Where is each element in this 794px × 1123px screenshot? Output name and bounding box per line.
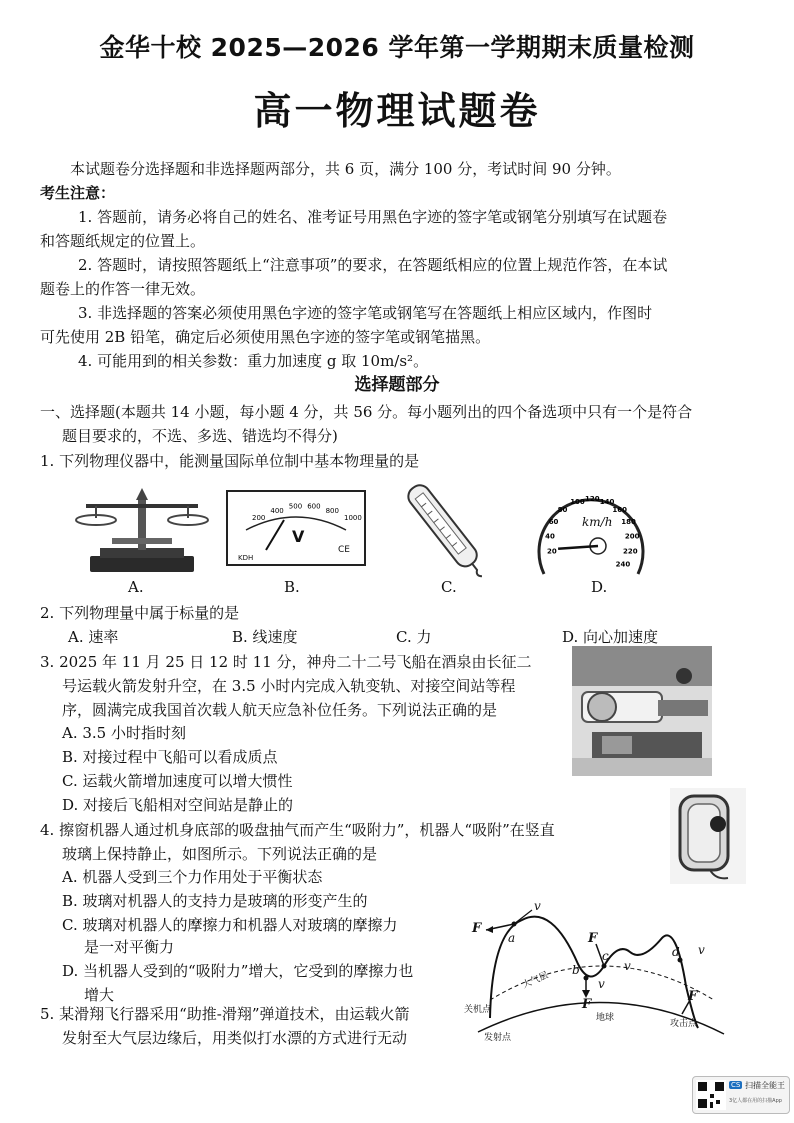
velocity-label-c: v <box>624 959 631 973</box>
q5-stem-1: 5. 某滑翔飞行器采用“助推-滑翔”弹道技术，由运载火箭 <box>40 1005 410 1023</box>
point-label-a: a <box>508 931 516 945</box>
q3-option-d: D. 对接后飞船相对空间站是静止的 <box>62 796 294 814</box>
atmosphere-label: 大气层 <box>521 970 550 991</box>
speedometer-tick-label: 20 <box>547 547 557 556</box>
force-label-c: F <box>588 931 598 946</box>
window-robot-photo <box>670 788 746 884</box>
trajectory-diagram <box>462 892 732 1042</box>
velocity-label-b: v <box>598 977 605 991</box>
point-label-d: d <box>672 945 680 959</box>
section-title: 选择题部分 <box>354 375 440 395</box>
force-label-b: F <box>582 997 592 1012</box>
q4-option-a: A. 机器人受到三个力作用处于平衡状态 <box>62 868 323 886</box>
earth-label: 地球 <box>596 1013 615 1023</box>
q4-stem-2: 玻璃上保持静止，如图所示。下列说法正确的是 <box>62 845 378 863</box>
speedometer-tick-label: 60 <box>548 518 559 527</box>
voltmeter-tick-label: 200 <box>252 514 266 522</box>
part1-instruction-cont: 题目要求的，不选、多选、错选均不得分) <box>62 427 338 445</box>
spacecraft-docking-photo <box>572 646 712 776</box>
target-point-label: 攻击点 <box>670 1019 698 1029</box>
q1-label-c: C. <box>441 578 457 596</box>
voltmeter-brand: KDH <box>238 554 254 562</box>
exam-title: 金华十校 2025—2026 学年第一学期期末质量检测 <box>99 33 695 62</box>
q2-stem: 2. 下列物理量中属于标量的是 <box>40 604 240 622</box>
q2-option-c: C. 力 <box>396 628 432 646</box>
scanner-subtitle: 3亿人都在用的扫描App <box>729 1098 782 1104</box>
q4-option-d-cont: 增大 <box>84 986 115 1004</box>
voltmeter-tick-label: 800 <box>325 506 339 515</box>
voltmeter-image <box>226 490 366 566</box>
q1-label-b: B. <box>284 578 300 596</box>
velocity-label-d: v <box>698 943 705 957</box>
q3-stem-1: 3. 2025 年 11 月 25 日 12 时 11 分，神舟二十二号飞船在酒泉由长征二 <box>40 653 532 671</box>
speedometer-tick-label: 100 <box>570 497 585 506</box>
speedometer-tick-label: 200 <box>624 532 640 541</box>
speedometer-tick-label: 240 <box>615 560 631 569</box>
q4-option-b: B. 玻璃对机器人的支持力是玻璃的形变产生的 <box>62 892 368 910</box>
voltmeter-tick-label: 500 <box>288 502 303 511</box>
q1-label-d: D. <box>591 578 608 596</box>
speedometer-tick-label: 220 <box>623 547 638 556</box>
part1-instruction: 一、选择题(本题共 14 小题，每小题 4 分，共 56 分。每小题列出的四个备选项中只有一个是符合 <box>40 403 693 421</box>
voltmeter-ce: CE <box>338 545 350 555</box>
point-label-b: b <box>572 963 580 977</box>
speedometer-unit: km/h <box>582 515 613 529</box>
q3-option-c: C. 运载火箭增加速度可以增大惯性 <box>62 772 293 790</box>
q4-option-d: D. 当机器人受到的“吸附力”增大，它受到的摩擦力也 <box>62 962 414 980</box>
q2-option-b: B. 线速度 <box>232 628 298 646</box>
speedometer-tick-labels <box>545 495 640 569</box>
q5-stem-2: 发射至大气层边缘后，用类似打水漂的方式进行无动 <box>62 1029 408 1047</box>
speedometer-tick-label: 40 <box>545 532 555 541</box>
q4-stem-1: 4. 擦窗机器人通过机身底部的吸盘抽气而产生“吸附力”，机器人“吸附”在竖直 <box>40 821 555 839</box>
notice-heading: 考生注意： <box>40 184 116 202</box>
voltmeter-tick-label: 600 <box>307 502 321 511</box>
q3-option-b: B. 对接过程中飞船可以看成质点 <box>62 748 278 766</box>
q1-label-a: A. <box>128 578 144 596</box>
scanner-name: 扫描全能王 <box>745 1081 785 1090</box>
notice-1a: 1. 答题前，请务必将自己的姓名、准考证号用黑色字迹的签字笔或钢笔分别填写在试题卷 <box>78 208 668 226</box>
q4-option-c: C. 玻璃对机器人的摩擦力和机器人对玻璃的摩擦力 <box>62 916 398 934</box>
launch-point-label: 发射点 <box>484 1033 512 1042</box>
q2-option-d: D. 向心加速度 <box>562 628 659 646</box>
point-label-c: c <box>602 949 609 963</box>
force-label-a: F <box>472 921 482 936</box>
q3-stem-2: 号运载火箭发射升空，在 3.5 小时内完成入轨变轨、对接空间站等程 <box>62 677 516 695</box>
qr-code-icon <box>696 1080 726 1110</box>
balance-scale-image <box>72 478 212 578</box>
scanner-watermark <box>692 1076 790 1114</box>
notice-3b: 可先使用 2B 铅笔，确定后必须使用黑色字迹的签字笔或钢笔描黑。 <box>40 328 491 346</box>
q3-stem-3: 序，圆满完成我国首次载人航天应急补位任务。下列说法正确的是 <box>62 701 498 719</box>
voltmeter-tick-label: 400 <box>270 506 284 515</box>
spring-scale-image <box>393 476 493 580</box>
intro-summary: 本试题卷分选择题和非选择题两部分，共 6 页，满分 100 分，考试时间 90 分钟。 <box>70 160 621 178</box>
speedometer-tick-label: 160 <box>612 505 628 514</box>
q4-option-c-cont: 是一对平衡力 <box>84 938 175 956</box>
scanner-badge: CS <box>731 1081 741 1089</box>
voltmeter-unit: V <box>292 527 305 546</box>
speedometer-tick-label: 140 <box>599 497 615 506</box>
force-label-d: F <box>688 989 698 1004</box>
velocity-label-a: v <box>534 899 541 913</box>
q2-option-a: A. 速率 <box>68 628 119 646</box>
notice-2b: 题卷上的作答一律无效。 <box>40 280 206 298</box>
q1-stem: 1. 下列物理仪器中，能测量国际单位制中基本物理量的是 <box>40 452 420 470</box>
shutoff-point-label: 关机点 <box>464 1005 492 1015</box>
voltmeter-tick-label: 1000 <box>344 514 362 522</box>
speedometer-tick-label: 180 <box>621 518 636 527</box>
speedometer-image <box>526 478 656 578</box>
speedometer-tick-label: 120 <box>585 495 600 503</box>
notice-2a: 2. 答题时，请按照答题纸上“注意事项”的要求，在答题纸相应的位置上规范作答，在本试 <box>78 256 668 274</box>
subject-title: 高一物理试题卷 <box>253 89 541 133</box>
notice-1b: 和答题纸规定的位置上。 <box>40 232 206 250</box>
notice-3a: 3. 非选择题的答案必须使用黑色字迹的签字笔或钢笔写在答题纸上相应区域内，作图时 <box>78 304 653 322</box>
speedometer-tick-label: 80 <box>557 505 568 514</box>
q3-option-a: A. 3.5 小时指时刻 <box>62 724 186 742</box>
notice-4: 4. 可能用到的相关参数：重力加速度 g 取 10m/s²。 <box>78 352 429 370</box>
